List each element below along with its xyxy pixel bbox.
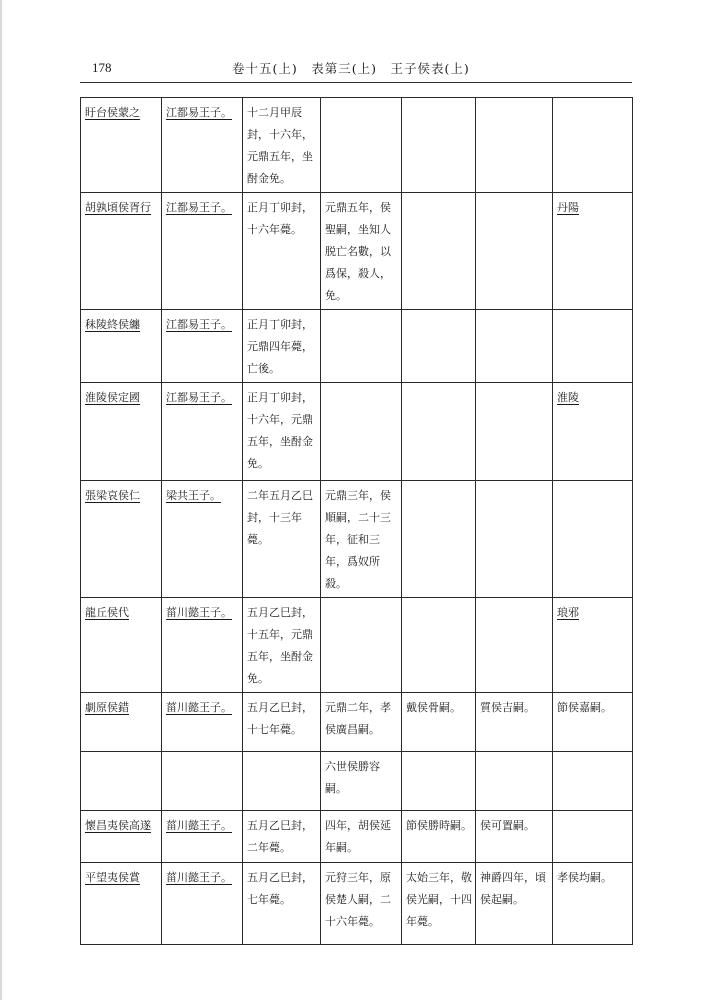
cell-name: 秣陵終侯纏: [81, 310, 162, 383]
cell-name: 淮陵侯定國: [81, 383, 162, 481]
cell-name: 龍丘侯代: [81, 598, 162, 693]
cell-lineage: [162, 752, 243, 811]
cell-place: [553, 811, 633, 863]
cell-lineage: 江都易王子。: [162, 383, 243, 481]
cell-place: 節侯嘉嗣。: [553, 693, 633, 752]
cell-grandson: 太始三年，敬侯光嗣，十四年薨。: [402, 863, 476, 945]
genealogy-table: [80, 97, 633, 945]
cell-grandson: [402, 383, 476, 481]
cell-name: 平望夷侯賞: [81, 863, 162, 945]
cell-grandson: [402, 598, 476, 693]
scan-edge: [0, 0, 2, 1000]
table-row: [81, 752, 633, 811]
cell-great-grandson: [476, 481, 553, 598]
cell-name: 張梁哀侯仁: [81, 481, 162, 598]
cell-enfeoffment: 五月乙巳封，二年薨。: [243, 811, 321, 863]
cell-great-grandson: 神爵四年，頃侯起嗣。: [476, 863, 553, 945]
cell-place: 孝侯均嗣。: [553, 863, 633, 945]
cell-grandson: [402, 481, 476, 598]
cell-name: 懷昌夷侯高遂: [81, 811, 162, 863]
cell-heir: [321, 598, 402, 693]
cell-heir: [321, 98, 402, 193]
cell-place: 淮陵: [553, 383, 633, 481]
cell-great-grandson: [476, 310, 553, 383]
cell-grandson: 戴侯骨嗣。: [402, 693, 476, 752]
table-row: [81, 481, 633, 598]
table-row: [81, 811, 633, 863]
page-number: 178: [92, 60, 112, 75]
cell-heir: [321, 383, 402, 481]
cell-lineage: 菑川懿王子。: [162, 598, 243, 693]
cell-heir: 元鼎三年，侯順嗣，二十三年，征和三年，爲奴所殺。: [321, 481, 402, 598]
cell-lineage: 江都易王子。: [162, 193, 243, 310]
cell-grandson: [402, 193, 476, 310]
cell-heir: 元鼎二年，孝侯廣昌嗣。: [321, 693, 402, 752]
cell-place: [553, 310, 633, 383]
cell-great-grandson: [476, 98, 553, 193]
cell-enfeoffment: 五月乙巳封，十五年，元鼎五年，坐酎金免。: [243, 598, 321, 693]
cell-place: [553, 481, 633, 598]
cell-place: [553, 98, 633, 193]
cell-grandson: [402, 310, 476, 383]
cell-lineage: 梁共王子。: [162, 481, 243, 598]
cell-great-grandson: [476, 752, 553, 811]
cell-grandson: 節侯勝時嗣。: [402, 811, 476, 863]
cell-place: [553, 752, 633, 811]
header-rule: [80, 82, 632, 83]
cell-lineage: 菑川懿王子。: [162, 811, 243, 863]
cell-heir: 元狩三年，原侯楚人嗣，二十六年薨。: [321, 863, 402, 945]
cell-great-grandson: [476, 598, 553, 693]
cell-great-grandson: 質侯吉嗣。: [476, 693, 553, 752]
cell-place: 丹陽: [553, 193, 633, 310]
cell-enfeoffment: 二年五月乙巳封，十三年薨。: [243, 481, 321, 598]
running-title: 卷十五(上) 表第三(上) 王子侯表(上): [232, 61, 470, 76]
cell-name: [81, 752, 162, 811]
cell-enfeoffment: 正月丁卯封，元鼎四年薨，亡後。: [243, 310, 321, 383]
cell-grandson: [402, 752, 476, 811]
cell-enfeoffment: 十二月甲辰封，十六年，元鼎五年，坐酎金免。: [243, 98, 321, 193]
cell-lineage: 菑川懿王子。: [162, 693, 243, 752]
cell-heir: 元鼎五年，侯聖嗣，坐知人脱亡名數，以爲保，殺人，免。: [321, 193, 402, 310]
cell-enfeoffment: 五月乙巳封，七年薨。: [243, 863, 321, 945]
cell-great-grandson: [476, 193, 553, 310]
cell-lineage: 江都易王子。: [162, 310, 243, 383]
table-row: [81, 863, 633, 945]
cell-place: 琅邪: [553, 598, 633, 693]
table-row: [81, 383, 633, 481]
cell-grandson: [402, 98, 476, 193]
cell-enfeoffment: 五月乙巳封，十七年薨。: [243, 693, 321, 752]
cell-enfeoffment: 正月丁卯封，十六年，元鼎五年，坐酎金免。: [243, 383, 321, 481]
cell-enfeoffment: 正月丁卯封，十六年薨。: [243, 193, 321, 310]
cell-name: 盱台侯蒙之: [81, 98, 162, 193]
table-row: [81, 98, 633, 193]
table-row: [81, 693, 633, 752]
table-row: [81, 598, 633, 693]
table-row: [81, 193, 633, 310]
cell-lineage: 菑川懿王子。: [162, 863, 243, 945]
cell-enfeoffment: [243, 752, 321, 811]
cell-heir: [321, 310, 402, 383]
cell-great-grandson: 侯可置嗣。: [476, 811, 553, 863]
cell-great-grandson: [476, 383, 553, 481]
table-row: [81, 310, 633, 383]
cell-name: 劇原侯錯: [81, 693, 162, 752]
cell-lineage: 江都易王子。: [162, 98, 243, 193]
cell-name: 胡孰頃侯胥行: [81, 193, 162, 310]
cell-heir: 四年，胡侯延年嗣。: [321, 811, 402, 863]
cell-heir: 六世侯勝容嗣。: [321, 752, 402, 811]
